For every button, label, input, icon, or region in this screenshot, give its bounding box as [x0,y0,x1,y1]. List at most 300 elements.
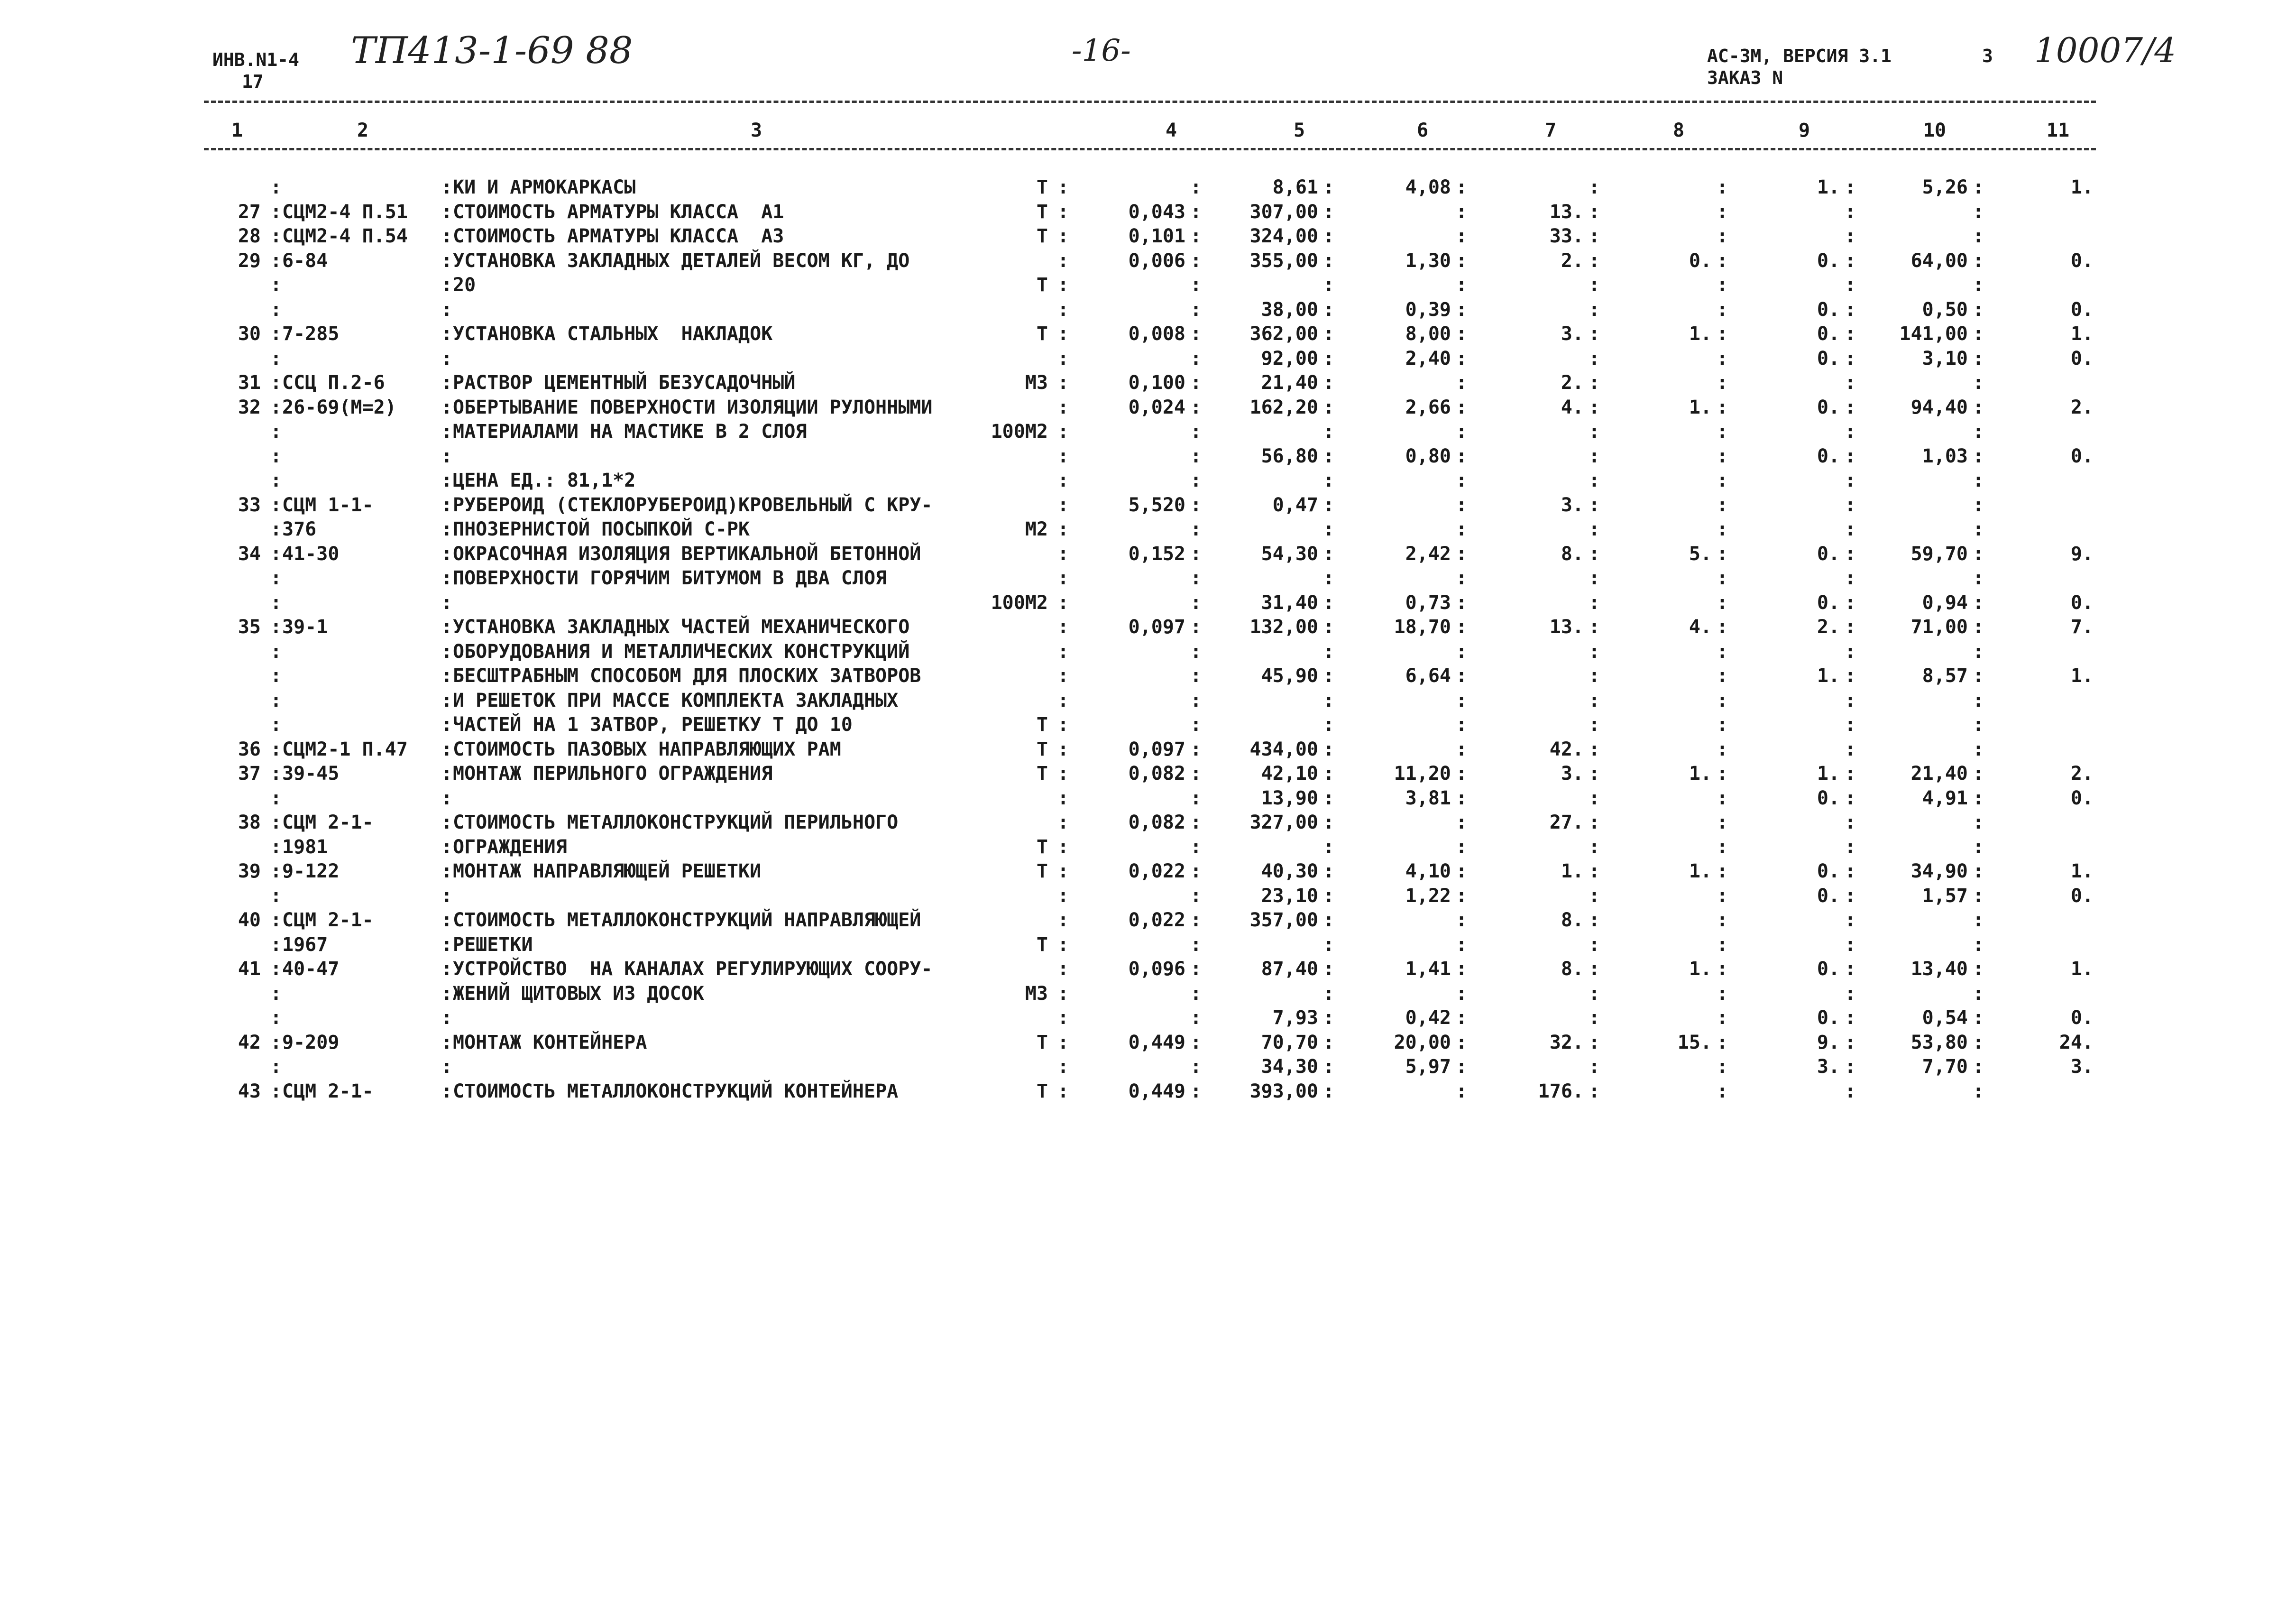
table-row [204,835,2096,860]
table-row [204,640,2096,664]
column-separator: : [270,445,282,467]
row-number: 39 [238,860,261,882]
unit-price-cell: 54,30 [1261,543,1318,565]
column-separator: : [1845,201,1856,223]
column-separator: : [270,1080,282,1102]
column-separator: : [1456,763,1468,784]
table-row [204,371,2096,396]
col9-cell: 0. [1817,1007,1840,1029]
unit-cell: М2 [1025,518,1048,540]
column-separator: : [441,225,453,247]
column-separator: : [1190,933,1202,956]
unit-price-cell: 38,00 [1261,298,1318,321]
column-separator: : [1973,958,1984,980]
column-number: 9 [1798,120,1810,141]
column-separator: : [1589,714,1600,736]
column-separator: : [1589,909,1600,931]
column-separator: : [1323,323,1335,345]
row-number: 40 [238,909,261,931]
column-separator: : [1057,470,1069,491]
column-separator: : [441,812,453,833]
column-separator: : [270,885,282,907]
column-separator: : [1973,763,1984,784]
column-separator: : [1973,470,1984,491]
col8-cell: 15. [1677,1031,1712,1053]
column-separator: : [1717,812,1728,833]
column-separator: : [1717,787,1728,809]
unit-price-cell: 324,00 [1249,225,1318,247]
column-separator: : [1973,665,1984,687]
column-separator: : [1589,176,1600,198]
unit-price-cell: 56,80 [1261,445,1318,467]
column-separator: : [1456,738,1468,760]
table-row [204,298,2096,323]
column-separator: : [1323,591,1335,614]
column-separator: : [1589,933,1600,956]
machine-cost-cell: 0,73 [1405,591,1451,614]
column-separator: : [1456,1007,1468,1029]
total-cost-cell: 32. [1549,1031,1584,1053]
column-separator: : [1845,396,1856,418]
machine-cost-cell: 5,97 [1405,1056,1451,1078]
total-cost-cell: 8. [1561,543,1584,565]
column-separator: : [1456,543,1468,565]
column-separator: : [1717,298,1728,321]
column-separator: : [441,323,453,345]
row-number: 30 [238,323,261,345]
column-separator: : [441,591,453,614]
column-separator: : [1717,958,1728,980]
column-separator: : [1589,1080,1600,1102]
unit-cell: Т [1036,738,1048,760]
column-separator: : [1323,787,1335,809]
row-number: 37 [238,763,261,784]
unit-price-cell: 357,00 [1249,909,1318,931]
column-separator: : [1057,689,1069,711]
column-separator: : [1717,1080,1728,1102]
table-row [204,517,2096,542]
col11-cell: 0. [2070,298,2094,321]
column-separator: : [1456,1080,1468,1102]
column-separator: : [1589,763,1600,784]
column-separator: : [270,567,282,589]
column-separator: : [1323,958,1335,980]
column-separator: : [1456,933,1468,956]
quantity-cell: 0,082 [1128,763,1185,784]
unit-price-cell: 87,40 [1261,958,1318,980]
row-number: 27 [238,201,261,223]
column-separator: : [441,445,453,467]
column-number: 1 [231,120,243,141]
total-cost-cell: 8. [1561,909,1584,931]
col11-cell: 0. [2070,1007,2094,1029]
column-number: 2 [357,120,369,141]
column-separator: : [1973,323,1984,345]
column-separator: : [1845,494,1856,516]
column-separator: : [1456,909,1468,931]
column-separator: : [1973,860,1984,882]
column-separator: : [1717,982,1728,1005]
machine-cost-cell: 2,66 [1405,396,1451,418]
column-separator: : [1456,176,1468,198]
column-separator: : [1717,1031,1728,1053]
column-separator: : [270,909,282,931]
col9-cell: 0. [1817,860,1840,882]
column-separator: : [1190,421,1202,443]
column-separator: : [1589,616,1600,638]
column-separator: : [1973,738,1984,760]
table-row [204,175,2096,200]
col9-cell: 2. [1817,616,1840,638]
column-separator: : [1323,176,1335,198]
machine-cost-cell: 2,40 [1405,347,1451,369]
col9-cell: 0. [1817,298,1840,321]
unit-price-cell: 21,40 [1261,372,1318,394]
column-separator: : [1190,396,1202,418]
description-cell: РУБЕРОИД (СТЕКЛОРУБЕРОИД)КРОВЕЛЬНЫЙ С КРУ- [453,494,933,516]
quantity-cell: 0,449 [1128,1080,1185,1102]
description-cell: ПОВЕРХНОСТИ ГОРЯЧИМ БИТУМОМ В ДВА СЛОЯ [453,567,887,589]
column-separator: : [1973,176,1984,198]
column-separator: : [1323,1007,1335,1029]
col10-cell: 0,94 [1922,591,1968,614]
total-cost-cell: 1. [1561,860,1584,882]
column-separator: : [1190,763,1202,784]
column-separator: : [1057,885,1069,907]
column-separator: : [1456,787,1468,809]
column-separator: : [1973,298,1984,321]
column-separator: : [1973,787,1984,809]
table-row [204,542,2096,567]
col11-cell: 2. [2070,763,2094,784]
column-separator: : [1323,933,1335,956]
col9-cell: 1. [1817,763,1840,784]
column-separator: : [1589,298,1600,321]
column-separator: : [1973,885,1984,907]
col10-cell: 64,00 [1910,249,1968,272]
column-number-header [204,110,2096,162]
column-separator: : [1456,958,1468,980]
code-cell: 9-122 [282,860,340,882]
column-separator: : [1190,591,1202,614]
column-separator: : [1057,1056,1069,1078]
column-separator: : [1057,909,1069,931]
machine-cost-cell: 3,81 [1405,787,1451,809]
column-separator: : [1456,518,1468,540]
table-row [204,444,2096,469]
machine-cost-cell: 1,30 [1405,249,1451,272]
table-row [204,908,2096,933]
description-cell: РАСТВОР ЦЕМЕНТНЫЙ БЕЗУСАДОЧНЫЙ [453,372,796,394]
column-number: 11 [2046,120,2070,141]
column-separator: : [270,616,282,638]
column-separator: : [1589,1056,1600,1078]
machine-cost-cell: 2,42 [1405,543,1451,565]
column-separator: : [1190,616,1202,638]
col11-cell: 1. [2070,665,2094,687]
column-separator: : [1323,396,1335,418]
col10-cell: 4,91 [1922,787,1968,809]
column-separator: : [1845,982,1856,1005]
column-separator: : [1717,616,1728,638]
description-cell: МОНТАЖ КОНТЕЙНЕРА [453,1031,647,1053]
code-cell: 6-84 [282,249,328,272]
column-separator: : [1190,494,1202,516]
column-separator: : [1323,372,1335,394]
col11-cell: 7. [2070,616,2094,638]
description-cell: СТОИМОСТЬ АРМАТУРЫ КЛАССА А1 [453,201,784,223]
column-separator: : [1845,885,1856,907]
column-separator: : [1456,421,1468,443]
estimate-table [204,110,2096,1104]
column-separator: : [1845,787,1856,809]
row-number: 35 [238,616,261,638]
table-row [204,811,2096,835]
unit-price-cell: 34,30 [1261,1056,1318,1078]
description-cell: ОБЕРТЫВАНИЕ ПОВЕРХНОСТИ ИЗОЛЯЦИИ РУЛОННЫМИ [453,396,933,418]
column-separator: : [1973,372,1984,394]
col9-cell: 9. [1817,1031,1840,1053]
column-separator: : [1057,372,1069,394]
unit-cell: Т [1036,323,1048,345]
total-cost-cell: 3. [1561,763,1584,784]
table-row [204,224,2096,249]
column-separator: : [441,885,453,907]
column-separator: : [1323,689,1335,711]
col10-cell: 7,70 [1922,1056,1968,1078]
column-separator: : [1323,445,1335,467]
column-separator: : [1589,665,1600,687]
column-separator: : [1456,836,1468,858]
col9-cell: 0. [1817,591,1840,614]
col9-cell: 0. [1817,445,1840,467]
column-separator: : [1456,812,1468,833]
column-separator: : [1456,616,1468,638]
column-separator: : [1190,885,1202,907]
code-cell: СЦМ 2-1- [282,812,374,833]
description-cell: УСТАНОВКА СТАЛЬНЫХ НАКЛАДОК [453,323,773,345]
description-cell: СТОИМОСТЬ МЕТАЛЛОКОНСТРУКЦИЙ НАПРАВЛЯЮЩЕЙ [453,909,921,931]
column-separator: : [1057,274,1069,296]
column-separator: : [270,298,282,321]
column-separator: : [1323,714,1335,736]
column-separator: : [1973,616,1984,638]
column-separator: : [1845,567,1856,589]
column-separator: : [1717,249,1728,272]
column-separator: : [1717,201,1728,223]
col10-cell: 21,40 [1910,763,1968,784]
column-number: 3 [750,120,762,141]
col10-cell: 53,80 [1910,1031,1968,1053]
machine-cost-cell: 6,64 [1405,665,1451,687]
column-separator: : [270,763,282,784]
column-separator: : [1717,933,1728,956]
column-separator: : [441,249,453,272]
column-separator: : [1057,665,1069,687]
table-row [204,493,2096,518]
column-separator: : [1323,860,1335,882]
column-separator: : [270,1056,282,1078]
program-version: АС-3М, ВЕРСИЯ 3.1 [1707,46,1892,66]
column-separator: : [1057,958,1069,980]
table-row [204,689,2096,713]
quantity-cell: 0,022 [1128,860,1185,882]
column-separator: : [441,714,453,736]
column-separator: : [1323,909,1335,931]
table-row [204,566,2096,591]
quantity-cell: 0,024 [1128,396,1185,418]
column-separator: : [1845,1007,1856,1029]
column-separator: : [1057,396,1069,418]
unit-cell: Т [1036,714,1048,736]
col10-cell: 34,90 [1910,860,1968,882]
row-number: 41 [238,958,261,980]
column-separator: : [1190,1031,1202,1053]
column-separator: : [1717,640,1728,663]
column-separator: : [1323,1080,1335,1102]
unit-price-cell: 13,90 [1261,787,1318,809]
column-separator: : [1845,470,1856,491]
column-separator: : [441,1031,453,1053]
col8-cell: 1. [1689,958,1712,980]
order-handwritten-number: 10007/4 [2034,30,2177,70]
table-row [204,322,2096,347]
description-cell: БЕСШТРАБНЫМ СПОСОБОМ ДЛЯ ПЛОСКИХ ЗАТВОРОВ [453,665,921,687]
column-separator: : [441,421,453,443]
code-cell: 41-30 [282,543,340,565]
column-separator: : [441,298,453,321]
col11-cell: 2. [2070,396,2094,418]
column-separator: : [1589,347,1600,369]
column-separator: : [441,372,453,394]
description-cell: ОГРАЖДЕНИЯ [453,836,567,858]
description-cell: УСТАНОВКА ЗАКЛАДНЫХ ДЕТАЛЕЙ ВЕСОМ КГ, ДО [453,249,910,272]
table-row [204,615,2096,640]
machine-cost-cell: 1,41 [1405,958,1451,980]
column-separator: : [1456,298,1468,321]
column-separator: : [1456,591,1468,614]
column-separator: : [1973,421,1984,443]
column-separator: : [1973,274,1984,296]
column-separator: : [1456,274,1468,296]
column-separator: : [1589,201,1600,223]
column-separator: : [270,494,282,516]
unit-cell: М3 [1025,982,1048,1005]
column-separator: : [1845,347,1856,369]
column-separator: : [1845,933,1856,956]
column-separator: : [1589,274,1600,296]
col11-cell: 9. [2070,543,2094,565]
column-separator: : [1323,225,1335,247]
column-separator: : [270,1007,282,1029]
column-separator: : [1190,445,1202,467]
column-separator: : [1845,763,1856,784]
column-separator: : [441,738,453,760]
column-separator: : [1456,689,1468,711]
column-separator: : [1717,494,1728,516]
column-separator: : [441,1007,453,1029]
column-separator: : [1589,738,1600,760]
column-separator: : [1057,812,1069,833]
column-separator: : [1057,298,1069,321]
column-separator: : [270,738,282,760]
unit-cell: Т [1036,1031,1048,1053]
machine-cost-cell: 8,00 [1405,323,1451,345]
column-number: 10 [1923,120,1947,141]
description-cell: УСТРОЙСТВО НА КАНАЛАХ РЕГУЛИРУЮЩИХ СООРУ- [453,958,933,980]
column-separator: : [1057,176,1069,198]
quantity-cell: 0,097 [1128,738,1185,760]
code-cell: 1967 [282,933,328,956]
code-cell: 26-69(М=2) [282,396,396,418]
column-separator: : [1973,933,1984,956]
column-separator: : [1845,860,1856,882]
column-separator: : [1589,689,1600,711]
column-separator: : [441,909,453,931]
unit-cell: Т [1036,225,1048,247]
quantity-cell: 0,097 [1128,616,1185,638]
column-separator: : [270,421,282,443]
column-separator: : [270,1031,282,1053]
description-cell: ОКРАСОЧНАЯ ИЗОЛЯЦИЯ ВЕРТИКАЛЬНОЙ БЕТОННОЙ [453,543,921,565]
column-separator: : [1973,567,1984,589]
column-separator: : [1845,518,1856,540]
row-number: 28 [238,225,261,247]
column-separator: : [1323,812,1335,833]
column-separator: : [1845,689,1856,711]
column-separator: : [1589,640,1600,663]
machine-cost-cell: 0,80 [1405,445,1451,467]
column-separator: : [1717,1007,1728,1029]
description-cell: КИ И АРМОКАРКАСЫ [453,176,636,198]
machine-cost-cell: 4,10 [1405,860,1451,882]
unit-price-cell: 162,20 [1249,396,1318,418]
column-separator: : [1057,567,1069,589]
column-separator: : [1057,543,1069,565]
row-number: 42 [238,1031,261,1053]
column-separator: : [270,249,282,272]
column-separator: : [270,372,282,394]
column-separator: : [1323,665,1335,687]
unit-price-cell: 8,61 [1272,176,1318,198]
col11-cell: 0. [2070,249,2094,272]
col9-cell: 0. [1817,787,1840,809]
quantity-cell: 0,008 [1128,323,1185,345]
code-cell: 7-285 [282,323,340,345]
column-separator: : [270,812,282,833]
column-separator: : [1589,812,1600,833]
description-cell: МОНТАЖ НАПРАВЛЯЮЩЕЙ РЕШЕТКИ [453,860,762,882]
column-separator: : [1973,201,1984,223]
description-cell: МОНТАЖ ПЕРИЛЬНОГО ОГРАЖДЕНИЯ [453,763,773,784]
col11-cell: 3. [2070,1056,2094,1078]
column-separator: : [1456,1031,1468,1053]
column-separator: : [1845,909,1856,931]
column-separator: : [1589,860,1600,882]
col9-cell: 0. [1817,543,1840,565]
column-separator: : [1717,274,1728,296]
column-separator: : [1456,860,1468,882]
column-separator: : [1973,640,1984,663]
column-separator: : [1323,1031,1335,1053]
table-row [204,738,2096,762]
column-separator: : [1190,201,1202,223]
quantity-cell: 0,096 [1128,958,1185,980]
column-separator: : [1589,372,1600,394]
column-separator: : [1057,494,1069,516]
col11-cell: 1. [2070,860,2094,882]
column-separator: : [1057,763,1069,784]
